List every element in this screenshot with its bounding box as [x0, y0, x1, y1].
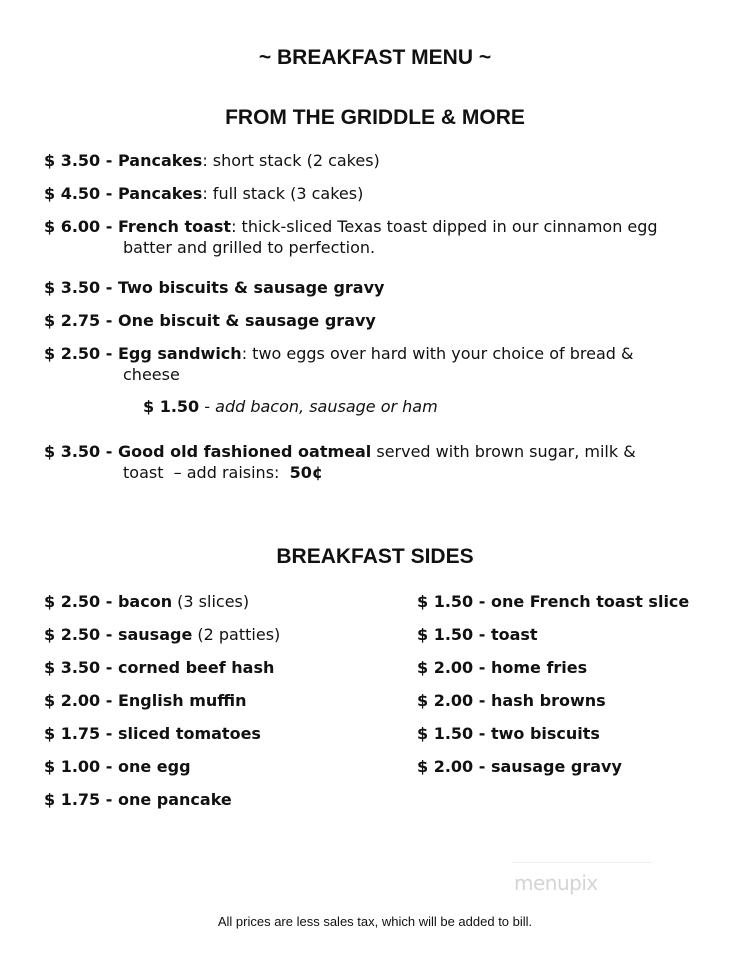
side-item	[44, 724, 261, 743]
item-price: $ 3.50 -	[44, 151, 118, 170]
item-description-continued: batter and grilled to perfection.	[123, 238, 376, 257]
side-label: $ 2.50 - bacon	[44, 592, 173, 611]
item-name: French toast	[117, 217, 232, 236]
menu-item	[44, 277, 724, 298]
item-description-continued: toast – add raisins:	[123, 463, 290, 482]
item-description: : full stack (3 cakes)	[202, 184, 364, 203]
side-item	[44, 592, 249, 611]
item-price: $ 2.50 -	[44, 344, 118, 363]
side-label: $ 2.00 - English muffin	[44, 691, 247, 710]
menu-item	[44, 343, 724, 385]
side-item	[417, 625, 538, 644]
item-price: $ 4.50 -	[44, 184, 118, 203]
side-note: (2 patties)	[192, 625, 281, 644]
section-heading-sides: BREAKFAST SIDES	[276, 545, 474, 568]
menu-item	[44, 183, 724, 204]
side-item	[417, 658, 587, 677]
side-label: $ 2.00 - home fries	[417, 658, 588, 677]
side-note: (3 slices)	[172, 592, 250, 611]
menu-title: ~ BREAKFAST MENU ~	[258, 46, 492, 69]
side-label: $ 1.50 - toast	[417, 625, 538, 644]
side-item	[44, 790, 232, 809]
item-price: $ 6.00 -	[44, 217, 118, 236]
side-label: $ 1.50 - two biscuits	[417, 724, 600, 743]
side-item	[44, 757, 191, 776]
side-label: $ 2.00 - hash browns	[417, 691, 606, 710]
item-description: : short stack (2 cakes)	[202, 151, 380, 170]
side-item	[417, 724, 600, 743]
side-item	[417, 592, 689, 611]
item-price: $ 3.50 -	[44, 278, 118, 297]
side-label: $ 1.75 - one pancake	[44, 790, 232, 809]
section-heading-griddle: FROM THE GRIDDLE & MORE	[225, 106, 525, 129]
menu-item	[44, 150, 724, 171]
side-label: $ 3.50 - corned beef hash	[44, 658, 275, 677]
watermark: menupix	[514, 871, 598, 895]
side-label: $ 1.50 - one French toast slice	[417, 592, 690, 611]
side-label: $ 2.00 - sausage gravy	[417, 757, 622, 776]
item-name: Good old fashioned oatmeal	[117, 442, 372, 461]
side-item	[417, 757, 622, 776]
item-name: Pancakes	[117, 151, 203, 170]
item-description: : thick-sliced Texas toast dipped in our cinnamon egg	[231, 217, 658, 236]
addon-text: - add bacon, sausage or ham	[199, 397, 438, 416]
menu-item	[44, 310, 724, 331]
item-name: Pancakes	[117, 184, 203, 203]
item-description: : two eggs over hard with your choice of bread &	[241, 344, 634, 363]
item-description: served with brown sugar, milk &	[371, 442, 636, 461]
addon-price: $ 1.50	[143, 397, 200, 416]
side-label: $ 1.00 - one egg	[44, 757, 191, 776]
item-name: Two biscuits & sausage gravy	[117, 278, 385, 297]
menu-item	[44, 441, 724, 483]
item-price: $ 3.50 -	[44, 442, 118, 461]
side-label: $ 1.75 - sliced tomatoes	[44, 724, 261, 743]
side-item	[44, 625, 280, 644]
side-item	[417, 691, 606, 710]
watermark-line	[512, 862, 652, 863]
item-name: One biscuit & sausage gravy	[117, 311, 376, 330]
footer-note: All prices are less sales tax, which will be added to bill.	[217, 914, 533, 929]
side-item	[44, 658, 274, 677]
raisins-price: 50¢	[289, 463, 323, 482]
side-label: $ 2.50 - sausage	[44, 625, 193, 644]
item-price: $ 2.75 -	[44, 311, 118, 330]
menu-item	[44, 216, 724, 258]
item-description-continued: cheese	[123, 365, 180, 384]
menu-addon	[143, 397, 438, 416]
side-item	[44, 691, 246, 710]
item-name: Egg sandwich	[117, 344, 242, 363]
